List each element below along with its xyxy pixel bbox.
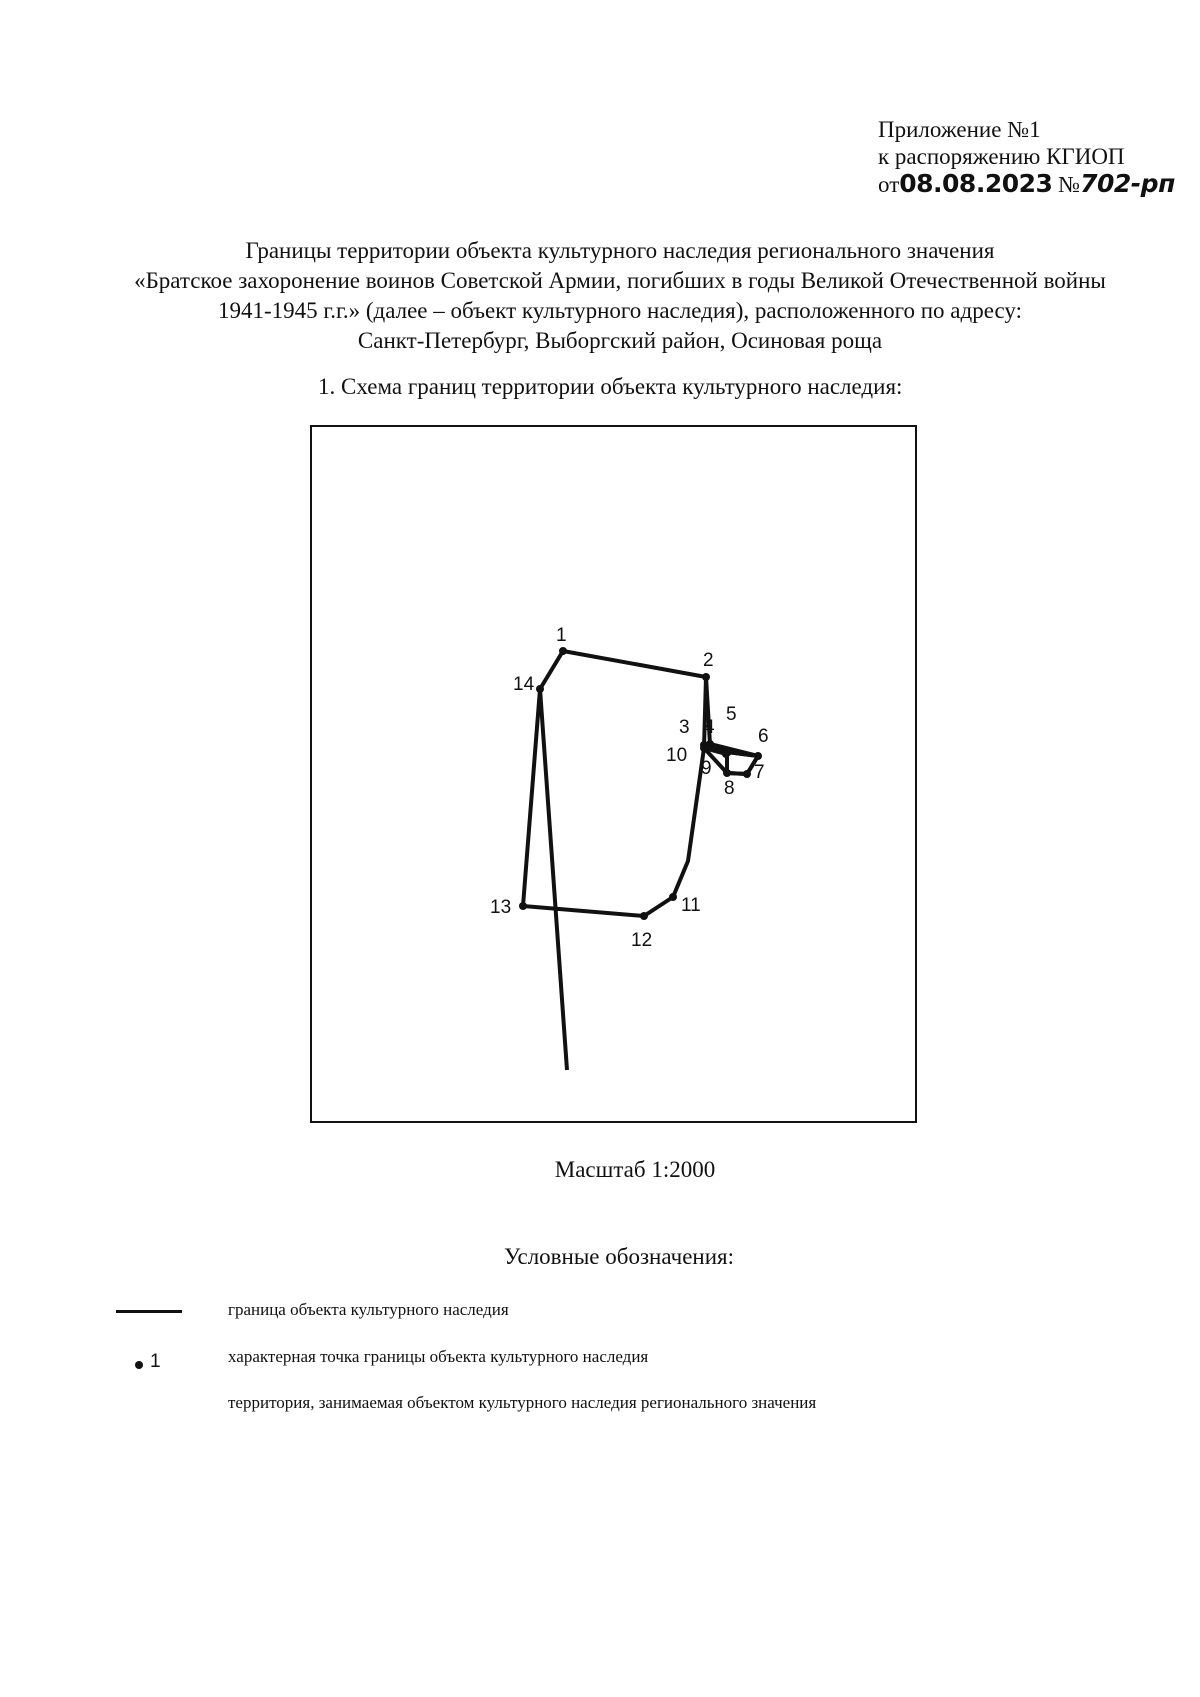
point-8 xyxy=(723,769,731,777)
point-9 xyxy=(722,750,730,758)
appendix-line-2: к распоряжению КГИОП xyxy=(878,144,1125,169)
legend-point-text: характерная точка границы объекта культурного наследия xyxy=(228,1347,649,1366)
point-label-6: 6 xyxy=(758,726,769,747)
boundary-map xyxy=(310,425,917,1123)
point-label-2: 2 xyxy=(703,650,714,671)
appendix-header xyxy=(878,116,1175,198)
point-label-9: 9 xyxy=(701,758,712,779)
document-title xyxy=(60,236,1180,356)
appendix-date: 08.08.2023 xyxy=(899,169,1053,198)
point-1 xyxy=(559,647,567,655)
appendix-number-sign: № xyxy=(1058,172,1081,197)
point-10 xyxy=(700,744,708,752)
legend-territory-text: территория, занимаемая объектом культурного наследия регионального значения xyxy=(228,1393,817,1412)
legend-boundary-line-sample xyxy=(116,1310,182,1313)
point-6 xyxy=(754,752,762,760)
title-line-3: 1941-1945 г.г.» (далее – объект культурного наследия), расположенного по адресу: xyxy=(218,298,1022,323)
legend-title: Условные обозначения: xyxy=(503,1244,735,1269)
appendix-ot: от xyxy=(878,172,900,197)
map-scale: Масштаб 1:2000 xyxy=(554,1157,716,1182)
point-12 xyxy=(640,912,648,920)
appendix-number: 702-рп xyxy=(1080,169,1175,198)
scheme-heading: 1. Схема границ территории объекта культурного наследия: xyxy=(318,374,903,399)
point-label-8: 8 xyxy=(724,778,735,799)
point-label-14: 14 xyxy=(513,674,535,695)
title-line-2: «Братское захоронение воинов Советской Армии, погибших в годы Великой Отечественной войны xyxy=(134,268,1106,293)
title-line-4: Санкт-Петербург, Выборгский район, Осиновая роща xyxy=(357,328,883,353)
appendix-date-line xyxy=(878,170,1175,198)
boundary-map-svg xyxy=(312,427,915,1121)
point-11 xyxy=(669,893,677,901)
point-label-13: 13 xyxy=(490,897,512,918)
point-13 xyxy=(519,902,527,910)
point-label-3: 3 xyxy=(679,717,690,738)
point-label-7: 7 xyxy=(754,762,765,783)
title-line-1: Границы территории объекта культурного наследия регионального значения xyxy=(245,238,995,263)
point-label-11: 11 xyxy=(681,895,701,916)
point-label-1: 1 xyxy=(556,625,567,646)
appendix-line-1: Приложение №1 xyxy=(878,117,1041,142)
point-label-4: 4 xyxy=(704,717,715,738)
point-2 xyxy=(702,673,710,681)
point-label-12: 12 xyxy=(631,930,653,951)
legend-boundary-line-text: граница объекта культурного наследия xyxy=(228,1300,509,1319)
main-boundary-line xyxy=(523,651,706,1070)
point-label-10: 10 xyxy=(666,745,688,766)
point-7 xyxy=(743,770,751,778)
point-14 xyxy=(536,685,544,693)
legend-point-dot xyxy=(135,1361,143,1369)
legend-point-number: 1 xyxy=(150,1351,161,1372)
point-label-5: 5 xyxy=(726,704,737,725)
